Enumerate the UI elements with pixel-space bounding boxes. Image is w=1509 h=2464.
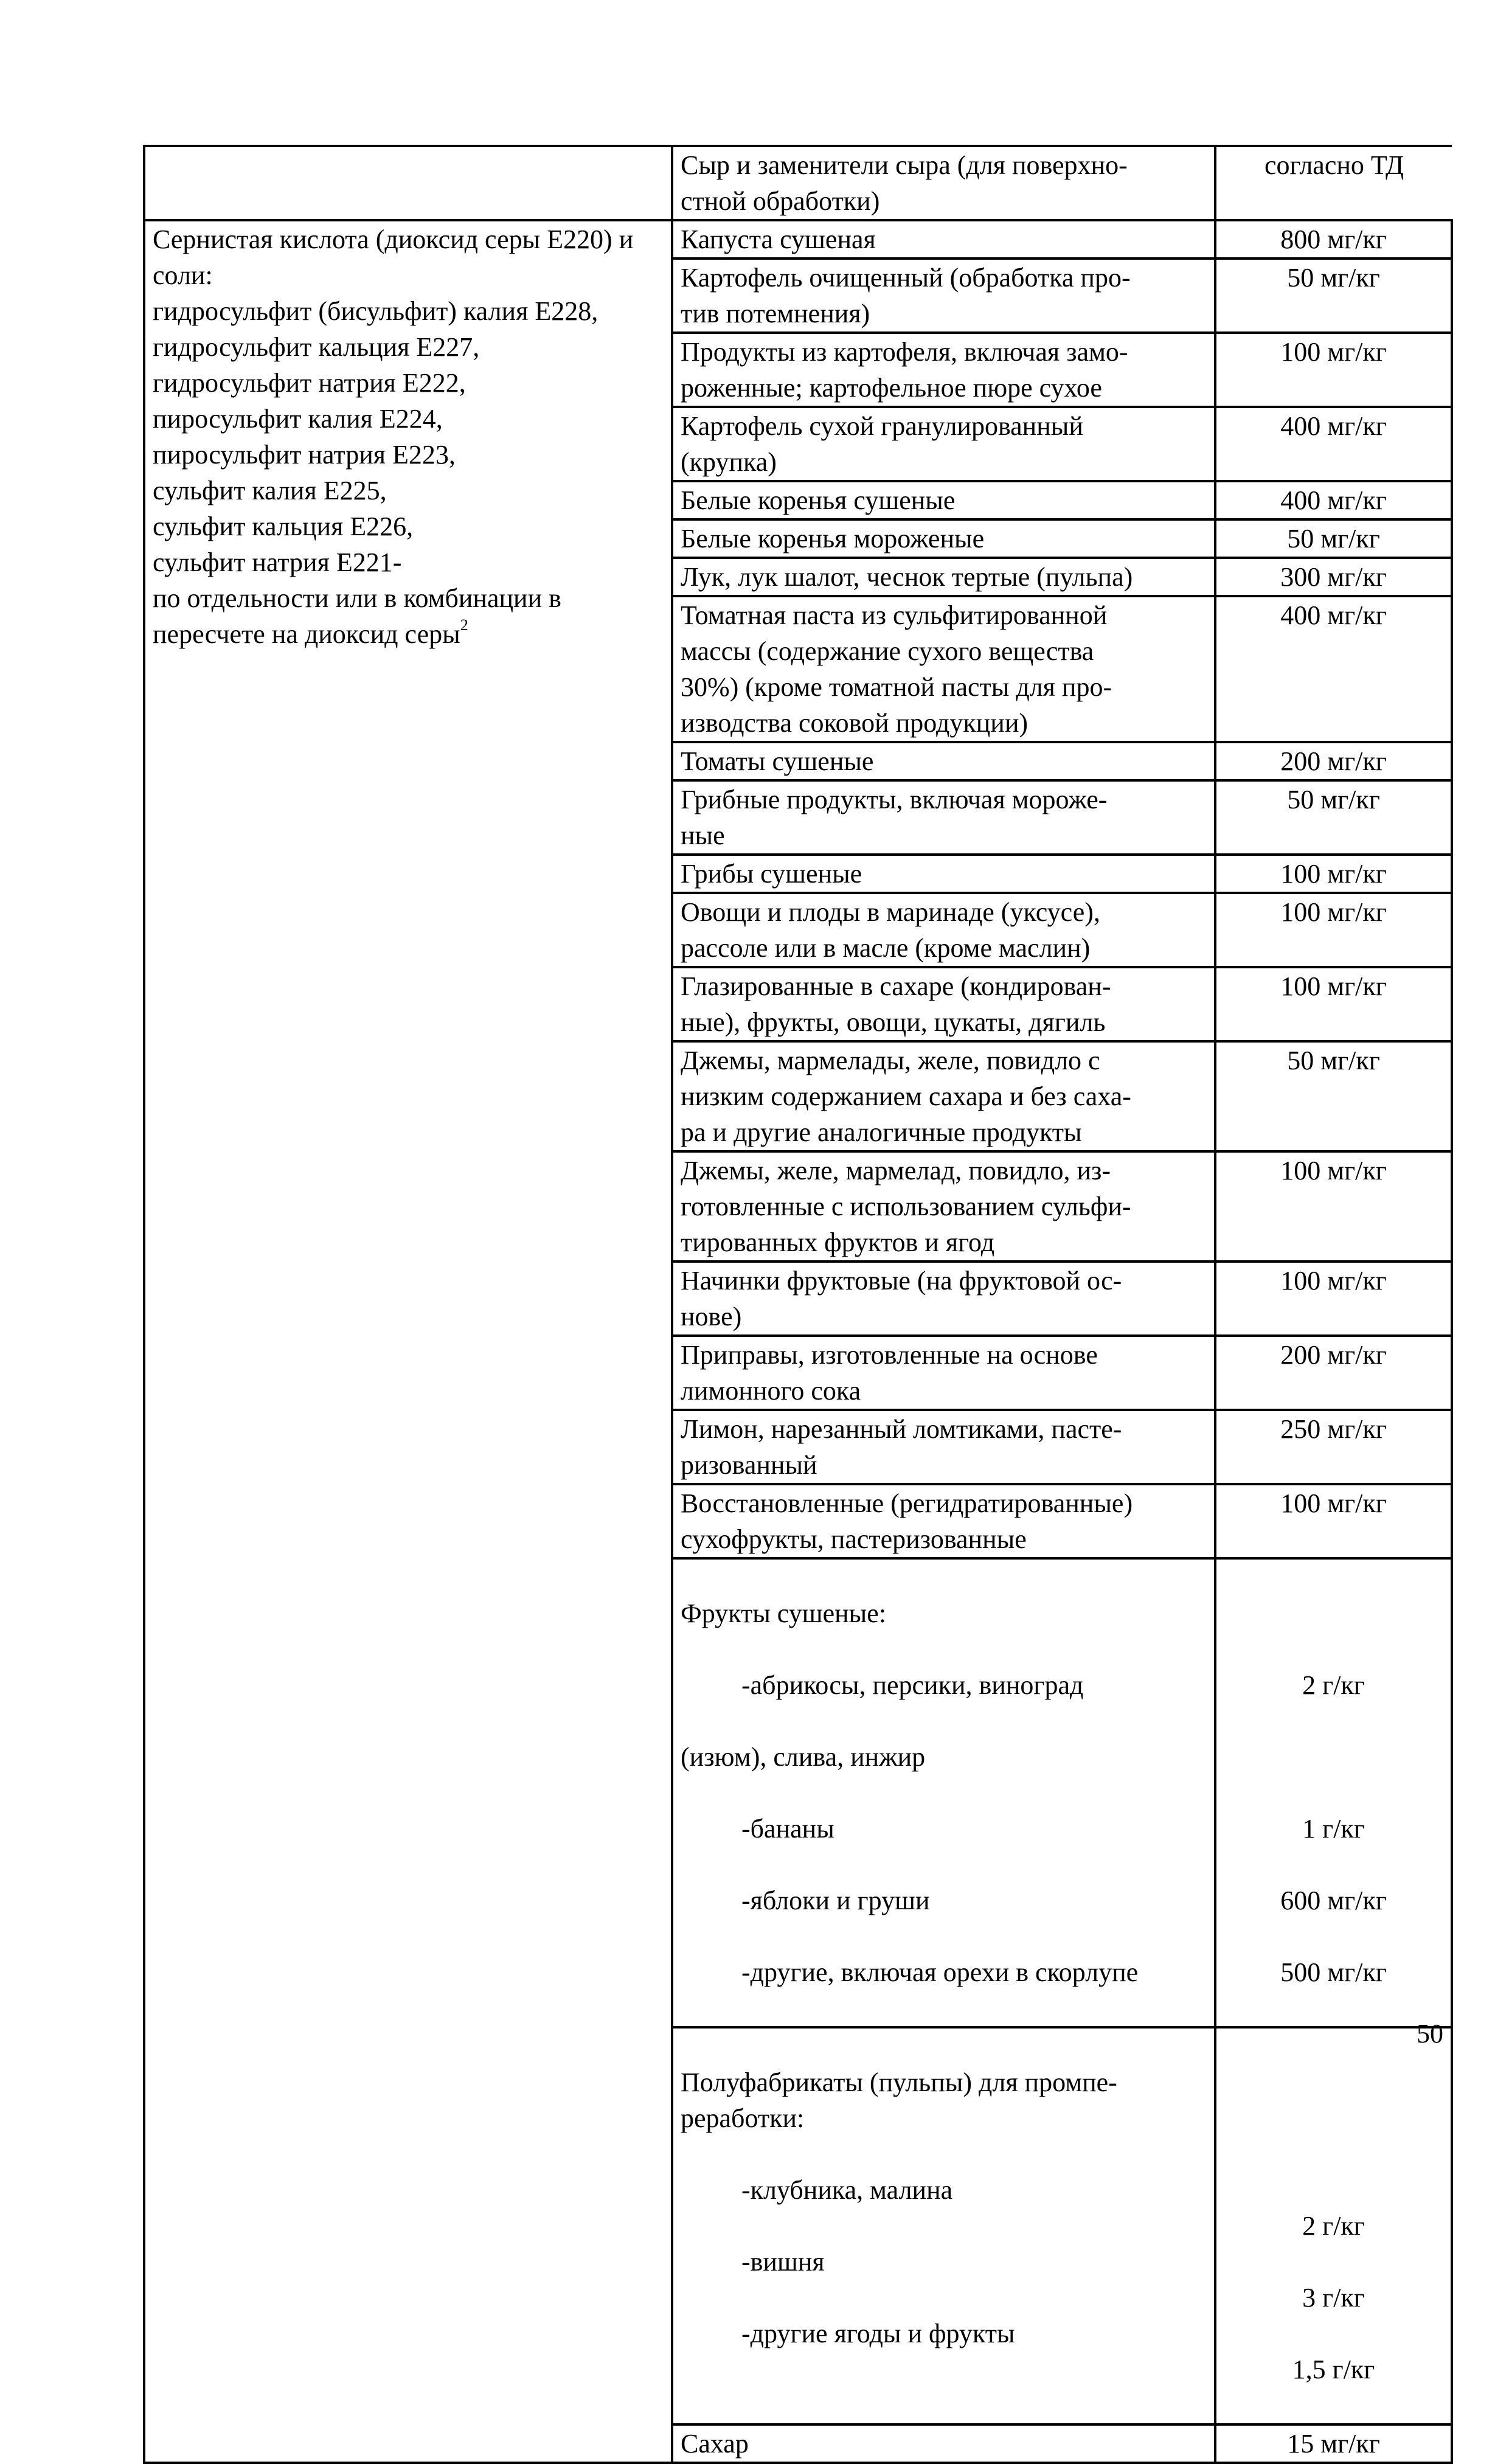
value-cell: 100 мг/кг [1215,333,1452,407]
substance-text: Сернистая кислота (диоксид серы Е220) и соли: гидросульфит (бисульфит) калия Е228, гидросульфит кальция Е227, гидросульфит натрия Е222, пиросульфит калия Е224, пиросульфит натрия Е223, сульфит калия Е225, сульфит кальция Е226, сульфит натрия Е221- по отдельности или в комбинации в пересчете на диоксид серы [153,224,634,649]
value-spacer [1224,1739,1443,1775]
product-cell: Грибные продукты, включая мороже- ные [672,780,1215,855]
product-cell: Восстановленные (регидратированные) сухофрукты, пастеризованные [672,1484,1215,1558]
value-cell: 100 мг/кг [1215,1261,1452,1336]
sub-value: 3 г/кг [1302,2283,1365,2313]
value-spacer [1224,2136,1443,2172]
sub-item: -другие, включая орехи в скорлупе [741,1957,1139,1987]
group-heading: Фрукты сушеные: [681,1598,886,1628]
sub-value: 2 г/кг [1302,1670,1365,1700]
product-cell: Грибы сушеные [672,855,1215,893]
product-cell [672,1558,1215,2027]
product-cell: Картофель очищенный (обработка про- тив потемнения) [672,259,1215,333]
sub-item: -бананы [741,1814,834,1844]
value-cell: согласно ТД [1215,146,1452,220]
product-cell: Белые коренья мороженые [672,519,1215,558]
additives-table [143,145,1453,2464]
sub-value: 1 г/кг [1302,1814,1365,1844]
product-cell [672,2027,1215,2424]
value-cell: 100 мг/кг [1215,893,1452,967]
product-cell: Капуста сушеная [672,220,1215,259]
product-cell: Лук, лук шалот, чеснок тертые (пульпа) [672,558,1215,596]
value-cell: 400 мг/кг [1215,481,1452,519]
table-row [144,220,1452,259]
group-heading: Полуфабрикаты (пульпы) для промпе- реработки: [681,2067,1117,2133]
sub-item-continuation: (изюм), слива, инжир [681,1742,926,1772]
product-cell: Сахар [672,2424,1215,2463]
sub-value: 2 г/кг [1302,2211,1365,2241]
value-cell: 300 мг/кг [1215,558,1452,596]
value-cell: 15 мг/кг [1215,2424,1452,2463]
product-cell: Начинки фруктовые (на фруктовой ос- нове) [672,1261,1215,1336]
value-cell: 400 мг/кг [1215,596,1452,742]
value-cell: 100 мг/кг [1215,1151,1452,1261]
substance-cell [144,220,672,2463]
substance-cell-empty [144,146,672,220]
value-cell: 50 мг/кг [1215,259,1452,333]
product-cell: Сыр и заменители сыра (для поверхно- стной обработки) [672,146,1215,220]
sub-item: -вишня [741,2247,825,2277]
product-cell: Овощи и плоды в маринаде (уксусе), рассоле или в масле (кроме маслин) [672,893,1215,967]
sub-value: 500 мг/кг [1280,1957,1387,1987]
value-cell [1215,1558,1452,2027]
product-cell: Белые коренья сушеные [672,481,1215,519]
value-spacer [1224,2064,1443,2100]
value-cell: 50 мг/кг [1215,1041,1452,1151]
product-cell: Глазированные в сахаре (кондирован- ные), фрукты, овощи, цукаты, дягиль [672,967,1215,1041]
value-cell: 250 мг/кг [1215,1410,1452,1484]
product-cell: Томаты сушеные [672,742,1215,780]
sub-value: 1,5 г/кг [1292,2355,1375,2384]
product-cell: Джемы, мармелады, желе, повидло с низким содержанием сахара и без саха- ра и другие аналогичные продукты [672,1041,1215,1151]
table-row [144,146,1452,220]
sub-item: -другие ягоды и фрукты [741,2319,1015,2348]
product-cell: Лимон, нарезанный ломтиками, пасте- ризованный [672,1410,1215,1484]
value-cell: 50 мг/кг [1215,519,1452,558]
sub-item: -яблоки и груши [741,1886,930,1915]
value-cell: 200 мг/кг [1215,742,1452,780]
value-cell [1215,2027,1452,2424]
product-cell: Томатная паста из сульфитированной массы (содержание сухого вещества 30%) (кроме томатной пасты для про- изводства соковой продукции) [672,596,1215,742]
value-cell: 100 мг/кг [1215,1484,1452,1558]
page-number: 50 [1417,2019,1443,2049]
footnote-mark: 2 [460,616,468,634]
product-cell: Джемы, желе, мармелад, повидло, из- готовленные с использованием сульфи- тированных фруктов и ягод [672,1151,1215,1261]
sub-item: -абрикосы, персики, виноград [741,1670,1084,1700]
value-cell: 100 мг/кг [1215,855,1452,893]
value-cell: 800 мг/кг [1215,220,1452,259]
sub-value: 600 мг/кг [1280,1886,1387,1915]
value-cell: 100 мг/кг [1215,967,1452,1041]
product-cell: Продукты из картофеля, включая замо- роженные; картофельное пюре сухое [672,333,1215,407]
value-cell: 50 мг/кг [1215,780,1452,855]
value-cell: 200 мг/кг [1215,1336,1452,1410]
value-cell: 400 мг/кг [1215,407,1452,481]
value-spacer [1224,1595,1443,1631]
sub-item: -клубника, малина [741,2175,953,2205]
product-cell: Приправы, изготовленные на основе лимонного сока [672,1336,1215,1410]
product-cell: Картофель сухой гранулированный (крупка) [672,407,1215,481]
